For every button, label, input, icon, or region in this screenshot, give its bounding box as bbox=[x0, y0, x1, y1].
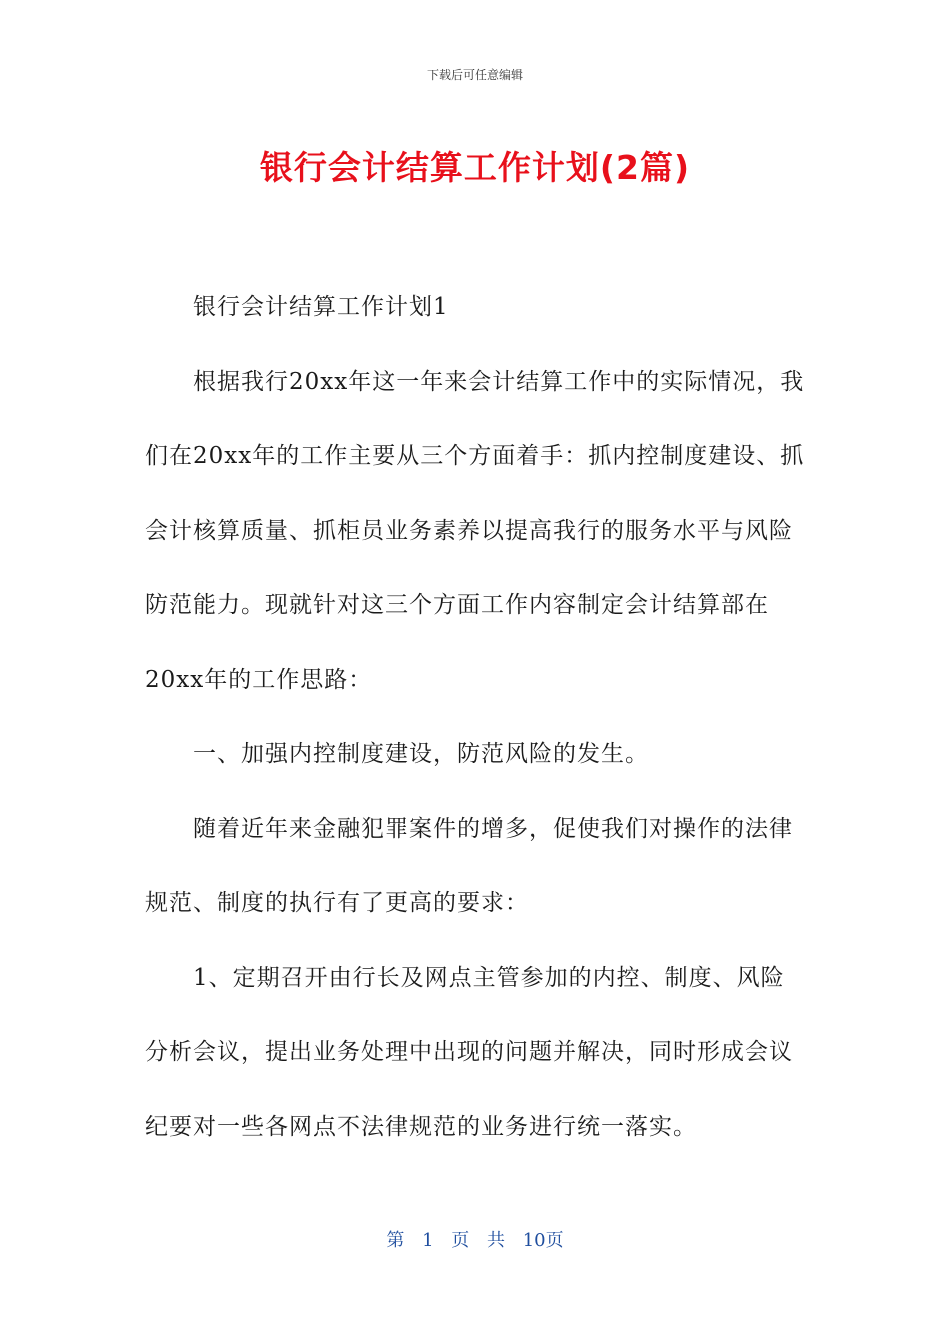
paragraph: 根据我行20xx年这一年来会计结算工作中的实际情况，我们在20xx年的工作主要从三个方面着手：抓内控制度建设、抓会计核算质量、抓柜员业务素养以提高我行的服务水平与风险防范能力。现就针对这三个方面工作内容制定会计结算部在20xx年的工作思路： bbox=[145, 368, 805, 693]
document-title: 银行会计结算工作计划(2篇) bbox=[259, 148, 691, 187]
footer-prefix: 第 bbox=[386, 1230, 405, 1251]
page-footer bbox=[0, 1226, 950, 1252]
document-body bbox=[145, 270, 805, 1164]
paragraph: 随着近年来金融犯罪案件的增多，促使我们对操作的法律规范、制度的执行有了更高的要求： bbox=[145, 815, 793, 916]
footer-current-page: 1 bbox=[422, 1230, 434, 1251]
paragraph: 一、加强内控制度建设，防范风险的发生。 bbox=[193, 741, 649, 767]
section-heading: 银行会计结算工作计划1 bbox=[193, 294, 449, 320]
paragraph: 1、定期召开由行长及网点主管参加的内控、制度、风险分析会议，提出业务处理中出现的问题并解决，同时形成会议纪要对一些各网点不法律规范的业务进行统一落实。 bbox=[145, 964, 793, 1140]
footer-total-pages: 10页 bbox=[522, 1230, 564, 1251]
footer-total-prefix: 共 bbox=[487, 1230, 505, 1251]
footer-mid: 页 bbox=[451, 1230, 470, 1251]
header-note: 下载后可任意编辑 bbox=[426, 68, 523, 82]
